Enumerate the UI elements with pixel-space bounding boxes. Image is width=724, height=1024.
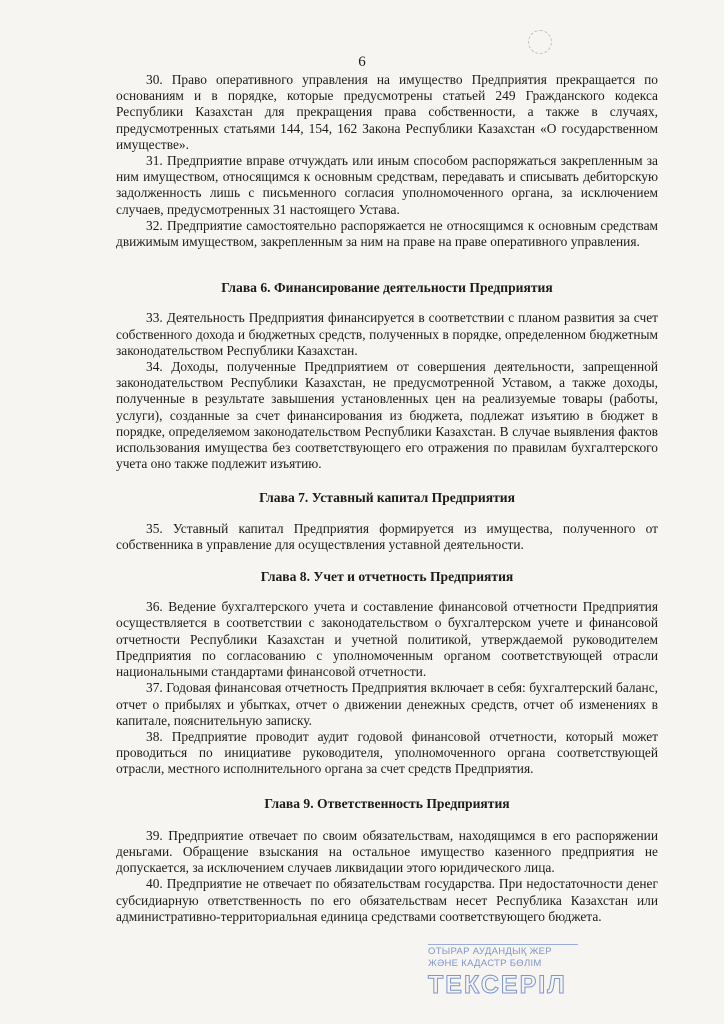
paragraph-32: 32. Предприятие самостоятельно распоряжается не относящимся к основным средствам движимым имуществом, закрепленным за ним на праве на праве оперативного управления. (116, 217, 658, 250)
page-number: 6 (358, 54, 366, 70)
corner-mark-icon (528, 30, 552, 54)
chapter-8-heading: Глава 8. Учет и отчетность Предприятия (260, 569, 514, 585)
verification-stamp (428, 944, 578, 1014)
paragraph-35: 35. Уставный капитал Предприятия формируется из имущества, полученного от собственника в управление для осуществления уставной деятельности. (116, 520, 658, 552)
paragraph-36: 36. Ведение бухгалтерского учета и составление финансовой отчетности Предприятия осуществляется в соответствии с законодательством о бухгалтерском учете и финансовой отчетности Республики Казахстан и учетной политикой, утверждаемой руководителем Предприятия по согласованию с уполномоченным органом соответствующей отрасли национальными стандартами финансовой отчетности. (116, 599, 658, 680)
stamp-line-2: ЖӘНЕ КАДАСТР БӨЛІМ (428, 958, 542, 969)
paragraph-34: 34. Доходы, полученные Предприятием от совершения деятельности, запрещенной законодательством Республики Казахстан, не предусмотренной Уставом, а также доходы, полученные в результате завышения установленных цен на реализуемые товары (работы, услуги), созданные за счет финансирования из бюджета, подлежат изъятию в бюджет в порядке, определяемом законодательством Республики Казахстан. В случае выявления фактов использования имущества без соответствующего его отражения по правилам бухгалтерского учета оно также подлежит изъятию. (116, 359, 658, 472)
chapter-6-heading: Глава 6. Финансирование деятельности Предприятия (221, 280, 553, 296)
chapter-7-heading: Глава 7. Уставный капитал Предприятия (259, 490, 515, 506)
document-body (116, 72, 658, 925)
paragraph-38: 38. Предприятие проводит аудит годовой финансовой отчетности, который может проводиться по инициативе руководителя, уполномоченного органа соответствующей отрасли, местного исполнительного органа за счет средств Предприятия. (116, 728, 658, 777)
paragraph-33: 33. Деятельность Предприятия финансируется в соответствии с планом развития за счет собственного дохода и бюджетных средств, полученных в порядке, определенном бюджетным законодательством Республики Казахстан. (116, 310, 658, 358)
stamp-line-1: ОТЫРАР АУДАНДЫҚ ЖЕР (428, 944, 578, 957)
paragraph-31: 31. Предприятие вправе отчуждать или иным способом распоряжаться закрепленным за ним имуществом, относящимся к основным средствам, передавать и списывать дебиторскую задолженность лишь с письменного согласия уполномоченного органа, за исключением случаев, предусмотренных 31 настоящего Устава. (116, 153, 658, 217)
paragraph-37: 37. Годовая финансовая отчетность Предприятия включает в себя: бухгалтерский баланс, отчет о прибылях и убытках, отчет о движении денежных средств, отчет об изменениях в капитале, пояснительную записку. (116, 680, 658, 728)
stamp-main-text: ТЕКСЕРІЛ (428, 971, 567, 999)
paragraph-39: 39. Предприятие отвечает по своим обязательствам, находящимся в его распоряжении деньгами. Обращение взыскания на остальное имущество казенного предприятия не допускается, за исключением случаев ликвидации этого юридического лица. (116, 827, 658, 876)
chapter-9-heading: Глава 9. Ответственность Предприятия (264, 795, 510, 811)
paragraph-30: 30. Право оперативного управления на имущество Предприятия прекращается по основаниям и в порядке, которые предусмотрены статьей 249 Гражданского кодекса Республики Казахстан для прекращения права собственности, а также в случаях, предусмотренных статьями 144, 154, 162 Закона Республики Казахстан «О государственном имуществе». (116, 72, 658, 152)
paragraph-40: 40. Предприятие не отвечает по обязательствам государства. При недостаточности денег субсидиарную ответственность по его обязательствам несет Республика Казахстан или административно-территориальная единица средствами соответствующего бюджета. (116, 876, 658, 924)
